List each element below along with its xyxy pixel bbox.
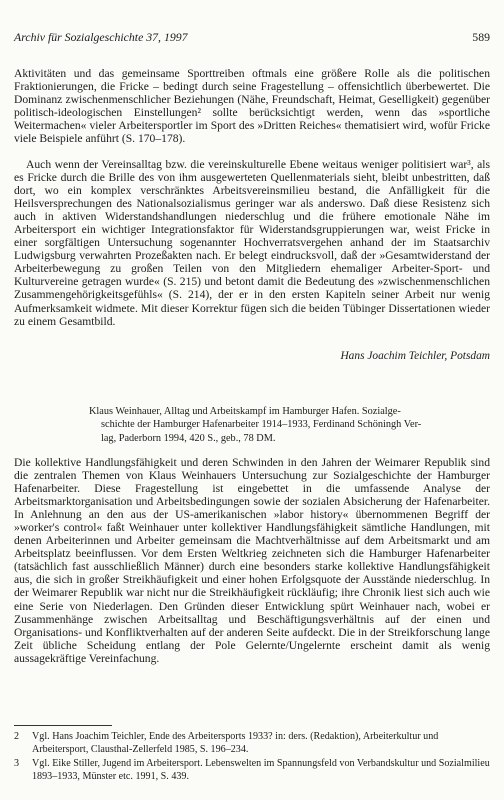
page-number: 589	[472, 30, 490, 44]
footnote-divider	[14, 725, 112, 726]
footnote-number: 2	[14, 731, 20, 742]
citation-line: Klaus Weinhauer, Alltag und Arbeitskampf im Hamburger Hafen. Sozialge-	[89, 406, 401, 417]
footnote-number: 3	[14, 758, 20, 769]
footnote	[14, 731, 490, 756]
journal-title: Archiv für Sozialgeschichte 37, 1997	[14, 30, 188, 44]
footnote-text: Vgl. Eike Stiller, Jugend im Arbeitersport. Lebenswelten im Spannungsfeld von Verbandskultur und Sozialmilieu 1893–1933, Münster etc. 1991, S. 439.	[32, 758, 490, 782]
citation-line: schichte der Hamburger Hafenarbeiter 1914–1933, Ferdinand Schöningh Ver-	[101, 419, 422, 431]
citation-line: lag, Paderborn 1994, 420 S., geb., 78 DM.	[101, 432, 276, 444]
footnote	[14, 758, 490, 783]
reviewed-book-citation	[89, 405, 467, 445]
running-header	[14, 30, 490, 48]
paragraph-review-conclusion: Auch wenn der Vereinsalltag bzw. die vereinskulturelle Ebene weitaus weniger politisiert war³, als es Fricke durch die Brille des von ihm ausgewerteten Quellenmaterials sieht, bleibt unbestritten, daß dort, wo ein komplex verschränktes Arbeitsvereinsmilieu bestand, die Anfälligkeit für die Heilsversprechungen des Nationalsozialismus geringer war als anderswo. Daß diese Resistenz sich auch in aktiven Widerstandshandlungen niederschlug und die frühere emotionale Nähe im Arbeitersport ein wichtiger Integrationsfaktor für Widerstandsgruppierungen war, weist Fricke in einer sorgfältigen Untersuchung sogenannter Hochverratsvergehen anhand der im Staatsarchiv Ludwigsburg verwahrten Prozeßakten nach. Er belegt eindrucksvoll, daß der »Gesamtwiderstand der Arbeiterbewegung zu großen Teilen von den Mitgliedern ehemaliger Arbeiter-Sport- und Kulturvereine getragen wurde« (S. 215) und betont damit die Bedeutung des »zwischenmenschlichen Zusammengehörigkeitsgefühls« (S. 214), der er in den ersten Kapiteln seiner Arbeit nur wenig Aufmerksamkeit widmete. Mit dieser Korrektur fügen sich die beiden Tübinger Dissertationen wieder zu einem Gesamtbild.	[14, 158, 490, 328]
paragraph-continuation: Aktivitäten und das gemeinsame Sporttreiben oftmals eine größere Rolle als die politischen Fraktionierungen, die Fricke – bedingt durch seine Fragestellung – offensichtlich überbewertet. Die Dominanz zwischenmenschlicher Beziehungen (Nähe, Freundschaft, Heimat, Geselligkeit) gegenüber politisch-ideologischen Einstellungen² sollte berücksichtigt werden, wenn das »sportliche Weitermachen« vieler Arbeitersportler im Sport des »Dritten Reiches« thematisiert wird, wofür Fricke viele Beispiele anführt (S. 170–178).	[14, 67, 490, 146]
reviewer-signature: Hans Joachim Teichler, Potsdam	[340, 350, 490, 362]
footnote-text: Vgl. Hans Joachim Teichler, Ende des Arbeitersports 1933? in: ders. (Redaktion), Arbeiterkultur und Arbeitersport, Clausthal-Zellerfeld 1985, S. 196–234.	[32, 731, 439, 755]
paragraph-review-body: Die kollektive Handlungsfähigkeit und deren Schwinden in den Jahren der Weimarer Republik sind die zentralen Themen von Klaus Weinhauers Untersuchung zur Sozialgeschichte der Hamburger Hafenarbeiter. Diese Fragestellung ist eingebettet in die umfassende Analyse der Arbeitsmarktorganisation und Arbeitsbedingungen sowie der sozialen Absicherung der Hafenarbeiter. In Anlehnung an den aus der US-amerikanischen »labor history« übernommenen Begriff der »worker's control« faßt Weinhauer unter kollektiver Handlungsfähigkeit sämtliche Handlungen, mit denen Arbeiterinnen und Arbeiter gemeinsam die Machtverhältnisse auf dem Arbeitsmarkt und am Arbeitsplatz beeinflussen. Vor dem Ersten Weltkrieg zeichneten sich die Hamburger Hafenarbeiter (tatsächlich fast ausschließlich Männer) durch eine besonders starke kollektive Handlungsfähigkeit aus, die sich in großer Streikhäufigkeit und einer hohen Erfolgsquote der Ausstände niederschlug. In der Weimarer Republik war nicht nur die Streikhäufigkeit rückläufig; ihre Chronik liest sich auch wie eine Serie von Niederlagen. Den Gründen dieser Entwicklung spürt Weinhauer nach, wobei er Zusammenhänge zwischen Arbeitsalltag und Beschäftigungsverhältnis auf der einen und Organisations- und Konfliktverhalten auf der anderen Seite aufdeckt. Die in der Streikforschung lange Zeit übliche Scheidung entlang der Pole Gelernte/Ungelernte erscheint damit als wenig aussagekräftige Vereinfachung.	[14, 456, 490, 665]
